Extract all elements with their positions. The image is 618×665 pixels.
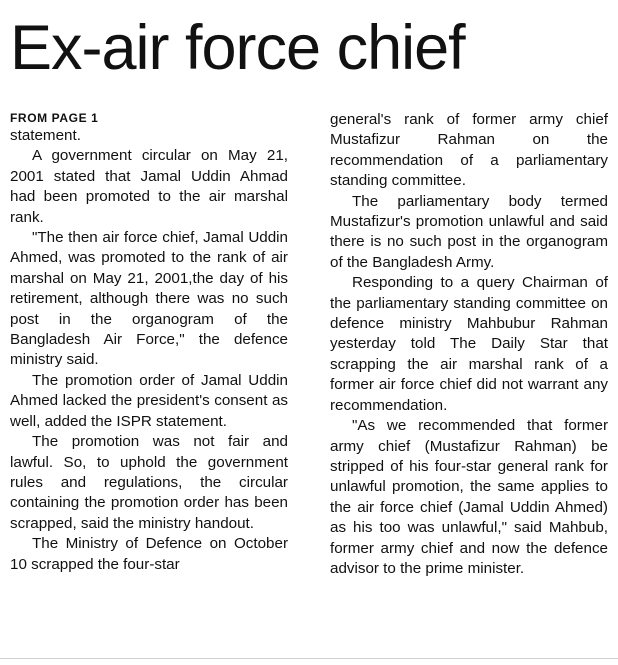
paragraph: Responding to a query Chairman of the parliamentary standing committee on defence ministry Mahbubur Rahman yesterday told The Daily Star that scrapping the air marshal rank of a former air force chief did not warrant any recommendation.	[330, 274, 608, 414]
paragraph: The parliamentary body termed Mustafizur's promotion unlawful and said there is no such post in the organogram of the Bangladesh Army.	[330, 192, 608, 271]
paragraph: A government circular on May 21, 2001 stated that Jamal Uddin Ahmad had been promoted to the air marshal rank.	[10, 147, 288, 226]
paragraph: The promotion was not fair and lawful. So, to uphold the government rules and regulations, the circular containing the promotion order has been scrapped, said the ministry handout.	[10, 433, 288, 532]
article-column-1	[10, 110, 288, 658]
paragraph: statement.	[10, 127, 81, 144]
paragraph: The promotion order of Jamal Uddin Ahmed lacked the president's consent as well, added the ISPR statement.	[10, 371, 288, 430]
paragraph: "The then air force chief, Jamal Uddin Ahmed, was promoted to the rank of air marshal on May 21, 2001,the day of his retirement, although there was no such post in the organogram of the Bangladesh Air Force," the defence ministry said.	[10, 229, 288, 369]
article-body	[10, 110, 608, 658]
bottom-rule	[0, 658, 618, 659]
continuation-kicker: FROM PAGE 1	[10, 111, 99, 125]
paragraph: The Ministry of Defence on October 10 scrapped the four-star	[10, 535, 288, 573]
headline: Ex-air force chief	[10, 13, 465, 83]
paragraph: general's rank of former army chief Mustafizur Rahman on the recommendation of a parliamentary standing committee.	[330, 111, 608, 190]
article-column-2	[330, 110, 608, 658]
paragraph: "As we recommended that former army chief (Mustafizur Rahman) be stripped of his four-star general rank for unlawful promotion, the same applies to the air force chief (Jamal Uddin Ahmed) as his too was unlawful," said Mahbub, former army chief and now the defence advisor to the prime minister.	[330, 417, 608, 577]
